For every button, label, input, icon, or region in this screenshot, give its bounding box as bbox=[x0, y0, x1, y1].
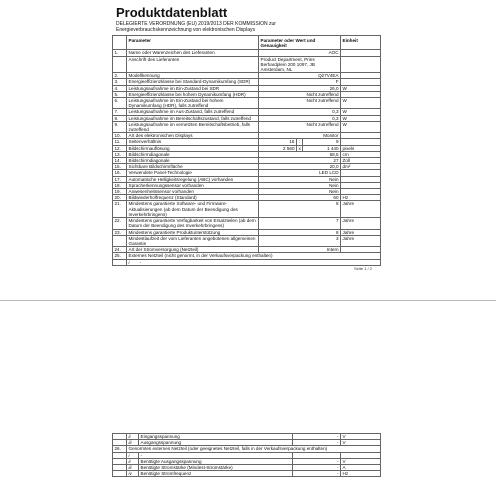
row-value-separator: x bbox=[298, 145, 301, 151]
sub-index: iv bbox=[127, 471, 139, 477]
row-value: 68,5 bbox=[259, 151, 341, 157]
row-value-a: 2 560 bbox=[259, 145, 297, 151]
row-value: 8 bbox=[259, 229, 341, 235]
row-number: 25. bbox=[113, 253, 127, 259]
row-parameter: Benötigte Stromfrequenz bbox=[139, 471, 293, 477]
row-number bbox=[113, 471, 127, 477]
row-number: 3. bbox=[113, 79, 127, 85]
row-number: 20. bbox=[113, 195, 127, 201]
row-unit: Hz bbox=[341, 471, 381, 477]
table-row bbox=[113, 121, 381, 132]
row-parameter: Mindestlaufzeit der vom Lieferanten angebotenen allgemeinen Garantie bbox=[127, 235, 259, 246]
row-parameter: Leistungsaufnahme im vernetzten Bereitschaftsbetrieb, falls zutreffend bbox=[127, 121, 259, 132]
row-number: 8. bbox=[113, 115, 127, 121]
row-unit: Jahre bbox=[341, 201, 381, 218]
row-number: 5. bbox=[113, 91, 127, 97]
row-value: - bbox=[293, 458, 341, 464]
row-value-b: 1 440 bbox=[303, 145, 341, 151]
row-number: 2. bbox=[113, 73, 127, 79]
row-parameter: Art der Stromversorgung (Netzteil) bbox=[127, 247, 259, 253]
param-header: Parameter bbox=[127, 36, 259, 50]
row-value: 7 bbox=[259, 218, 341, 229]
row-value: 26,0 bbox=[259, 85, 341, 91]
row-parameter: Bildschirmdiagonale bbox=[127, 158, 259, 164]
row-number: 7. bbox=[113, 109, 127, 115]
table-header-row bbox=[113, 36, 381, 50]
sub-index: i bbox=[128, 259, 130, 265]
row-unit: Hz bbox=[341, 195, 381, 201]
row-value: - bbox=[293, 434, 341, 440]
row-value: Q27V4EA bbox=[259, 73, 341, 79]
row-unit: Jahre bbox=[341, 229, 381, 235]
sub-index: ii bbox=[127, 434, 139, 440]
sub-value: - bbox=[139, 259, 142, 265]
row-value-separator: : bbox=[297, 139, 303, 145]
value-header: Parameter oder Wert und Genauigkeit bbox=[259, 36, 341, 50]
sub-index: iii bbox=[127, 465, 139, 471]
product-data-table bbox=[112, 35, 381, 266]
row-number: 21. bbox=[113, 201, 127, 218]
row-unit: A bbox=[341, 465, 381, 471]
row-unit: Jahre bbox=[341, 235, 381, 246]
row-unit: W bbox=[341, 85, 381, 91]
power-supply-table bbox=[112, 433, 381, 477]
page-divider bbox=[0, 300, 496, 301]
row-parameter: Benötigte Ausgangsspannung bbox=[139, 458, 293, 464]
table-row bbox=[113, 259, 381, 265]
page-title: Produktdatenblatt bbox=[116, 5, 228, 20]
row-value-a: 16 bbox=[259, 139, 297, 145]
row-value: Monitor bbox=[259, 133, 341, 139]
row-parameter: Leistungsaufnahme im Bereitschaftszustand, falls zutreffend bbox=[127, 115, 259, 121]
row-parameter: Externes Netzteil (nicht genormt, in der Verkaufsverpackung enthalten) bbox=[127, 253, 381, 259]
row-number: 6. bbox=[113, 98, 127, 109]
row-number: 11. bbox=[113, 139, 127, 145]
row-value: 20,0 bbox=[259, 164, 341, 170]
table-row bbox=[113, 56, 381, 73]
regulation-subtitle: DELEGIERTE VERORDNUNG (EU) 2019/2013 DER KOMMISSION zur Energieverbrauchskennzeichnung von elektronischen Displays bbox=[116, 21, 276, 33]
row-parameter: Automatische Helligkeitsregelung (ABC) vorhanden bbox=[127, 176, 259, 182]
row-parameter: Ausgangsspannung bbox=[139, 440, 293, 446]
row-value: Intern bbox=[259, 247, 341, 253]
page-number: Seite 1 / 2 bbox=[354, 266, 373, 271]
row-unit: cm bbox=[341, 151, 381, 157]
row-value: 8 bbox=[259, 201, 341, 218]
row-number: 14. bbox=[113, 158, 127, 164]
row-parameter: Bildwiederholfrequenz (Standard) bbox=[127, 195, 259, 201]
row-unit: W bbox=[341, 115, 381, 121]
row-parameter: Bildschirmdiagonale bbox=[127, 151, 259, 157]
row-value: Nicht zutreffend bbox=[259, 121, 341, 132]
row-number bbox=[113, 235, 127, 246]
row-parameter bbox=[127, 259, 381, 265]
row-unit: W bbox=[341, 98, 381, 109]
unit-header: Einheit bbox=[341, 36, 381, 50]
row-unit: Zoll bbox=[341, 158, 381, 164]
row-value: - bbox=[293, 465, 341, 471]
sub-index: iii bbox=[127, 440, 139, 446]
row-unit: V bbox=[341, 458, 381, 464]
row-parameter: Leistungsaufnahme im Ein-Zustand bei SDR bbox=[127, 85, 259, 91]
row-value: Nein bbox=[259, 189, 341, 195]
row-number: 17. bbox=[113, 176, 127, 182]
row-value: - bbox=[293, 471, 341, 477]
row-unit: pixels bbox=[341, 145, 381, 151]
row-number: 13. bbox=[113, 151, 127, 157]
row-parameter: Anschrift des Lieferanten bbox=[127, 56, 259, 73]
row-parameter: Leistungsaufnahme im Aus-Zustand, falls zutreffend bbox=[127, 109, 259, 115]
row-number bbox=[113, 259, 127, 265]
row-parameter: Energieeffizienzklasse bei hohem Dynamikumfang (HDR) bbox=[127, 91, 259, 97]
row-value: LED LCD bbox=[259, 170, 341, 176]
row-number: 22. bbox=[113, 218, 127, 229]
row-number: 10. bbox=[113, 133, 127, 139]
row-value: 27 bbox=[259, 158, 341, 164]
table-row bbox=[113, 471, 381, 477]
row-number: 15. bbox=[113, 164, 127, 170]
row-parameter: Genormtes externes Netzteil (oder geeignetes Netzteil, falls in der Verkaufsverpackung enthalten) bbox=[127, 446, 381, 452]
row-parameter: - bbox=[139, 452, 293, 458]
row-number: 1. bbox=[113, 50, 127, 56]
row-unit: W bbox=[341, 121, 381, 132]
row-number: 26. bbox=[113, 446, 127, 452]
row-number: 9. bbox=[113, 121, 127, 132]
row-parameter: Leistungsaufnahme im Ein-Zustand bei hohem Dynamikumfang (HDR), falls zutreffend bbox=[127, 98, 259, 109]
row-value-b: 9 bbox=[303, 139, 341, 145]
row-parameter: Modellkennung bbox=[127, 73, 259, 79]
row-value: 60 bbox=[259, 195, 341, 201]
datasheet-page-1 bbox=[112, 0, 380, 266]
row-number: 4. bbox=[113, 85, 127, 91]
row-value: 3 bbox=[259, 235, 341, 246]
table-row bbox=[113, 218, 381, 229]
row-unit: W bbox=[341, 109, 381, 115]
row-parameter: Eingangsspannung bbox=[139, 434, 293, 440]
row-number: 24. bbox=[113, 247, 127, 253]
datasheet-page-2 bbox=[112, 433, 380, 477]
sub-index: ii bbox=[127, 458, 139, 464]
table-row bbox=[113, 98, 381, 109]
row-unit: Jahre bbox=[341, 218, 381, 229]
table-row bbox=[113, 201, 381, 218]
row-parameter: Mindestens garantierte Software- und Firmware-Aktualisierungen (ab dem Datum der Beendigung des Inverkehrbringens) bbox=[127, 201, 259, 218]
row-parameter: Benötigte Stromstärke (Mindest-Stromstärke) bbox=[139, 465, 293, 471]
row-parameter: Mindestens garantierte Produktunterstützung bbox=[127, 229, 259, 235]
row-value: F bbox=[259, 79, 341, 85]
row-parameter: Energieeffizienzklasse bei Standard-Dynamikumfang (SDR) bbox=[127, 79, 259, 85]
row-value: AOC bbox=[259, 50, 341, 56]
row-value: Nicht zutreffend bbox=[259, 91, 341, 97]
row-value: 0,3 bbox=[259, 109, 341, 115]
row-parameter: Seitenverhältnis bbox=[127, 139, 259, 145]
row-number: 23. bbox=[113, 229, 127, 235]
row-parameter: Anwesenheitssensor vorhanden bbox=[127, 189, 259, 195]
row-number bbox=[113, 56, 127, 73]
row-parameter: Mindestens garantierte Verfügbarkeit von Ersatzteilen (ab dem Datum der Beendigung des Inverkehrbringens) bbox=[127, 218, 259, 229]
row-unit: dm² bbox=[341, 164, 381, 170]
row-unit bbox=[341, 56, 381, 73]
row-parameter: Verwendete Panel-Technologie bbox=[127, 170, 259, 176]
row-number: 16. bbox=[113, 170, 127, 176]
row-parameter: Spracherkennungssensor vorhanden bbox=[127, 182, 259, 188]
row-number: 18. bbox=[113, 182, 127, 188]
row-unit: V bbox=[341, 434, 381, 440]
row-unit: V bbox=[341, 440, 381, 446]
row-parameter: Bildschirmauflösung bbox=[127, 145, 259, 151]
row-value: Nein bbox=[259, 176, 341, 182]
row-parameter: Name oder Warenzeichen des Lieferanten bbox=[127, 50, 259, 56]
row-parameter: Sichtbare Bildschirmfläche bbox=[127, 164, 259, 170]
row-value: Nein bbox=[259, 182, 341, 188]
row-value: 0,3 bbox=[259, 115, 341, 121]
sub-index: i bbox=[127, 452, 139, 458]
table-row bbox=[113, 235, 381, 246]
row-value: Nicht zutreffend bbox=[259, 98, 341, 109]
row-value: - bbox=[293, 440, 341, 446]
row-number: 19. bbox=[113, 189, 127, 195]
row-parameter: Art des elektronischen Displays bbox=[127, 133, 259, 139]
row-number: 12. bbox=[113, 145, 127, 151]
row-value: Product Department, Prins Berhardplein 200 1097, JB Amsterdam, NL bbox=[259, 56, 341, 73]
